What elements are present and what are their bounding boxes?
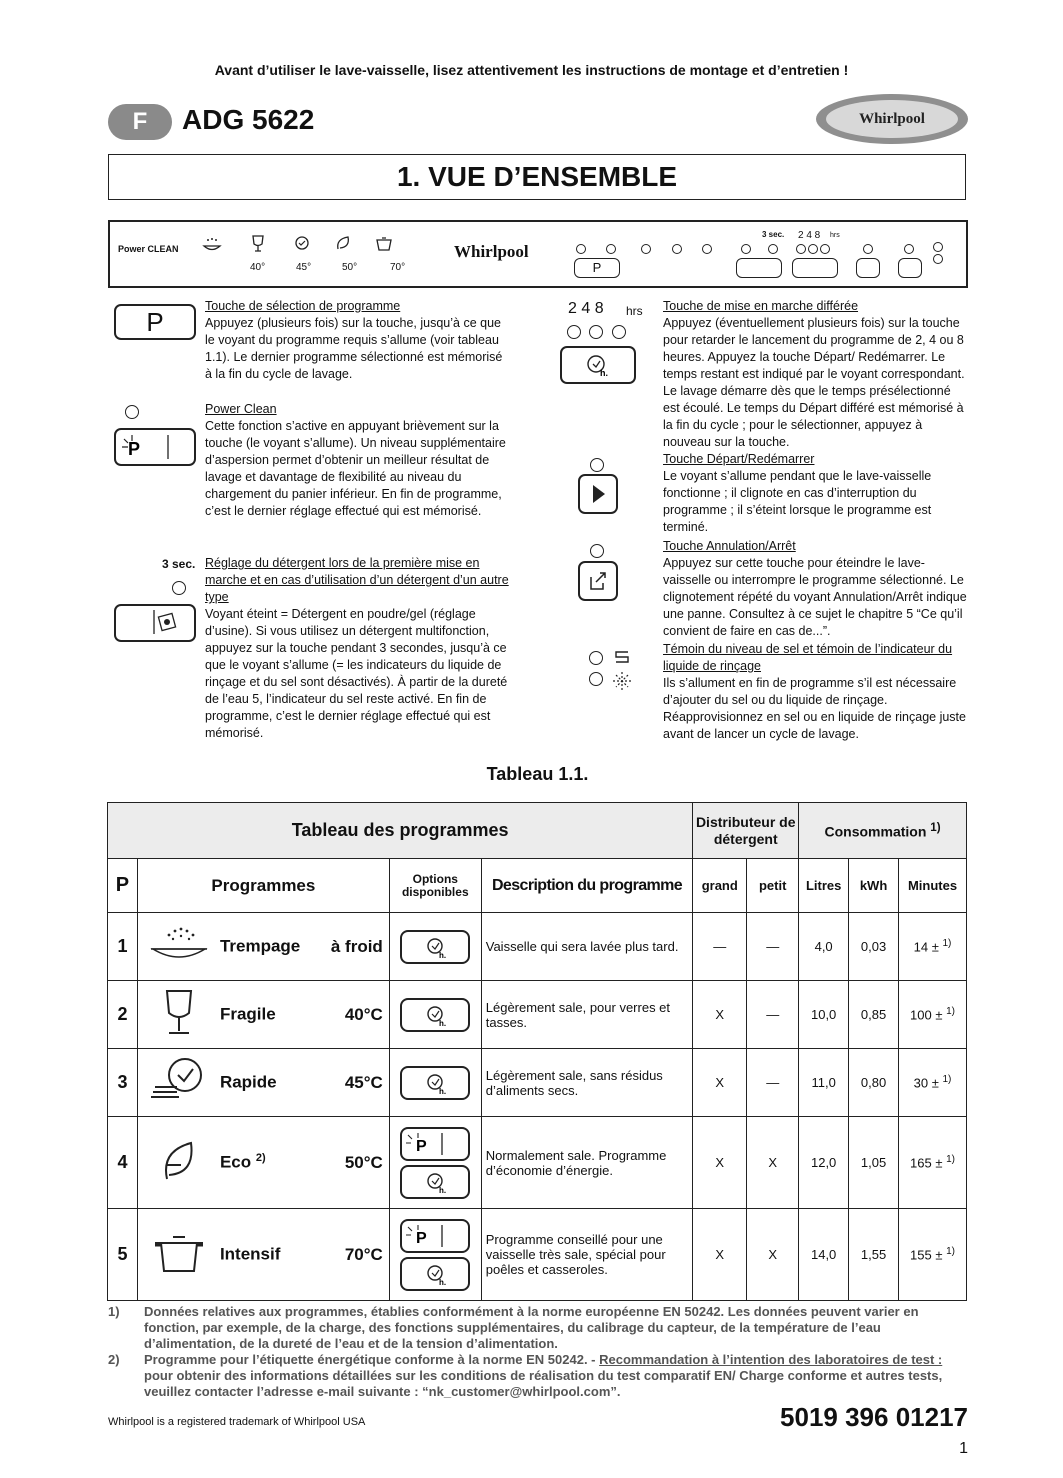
row-grand: X [693,1117,747,1209]
brand-logo-text: Whirlpool [826,100,958,138]
power-clean-description [205,401,510,520]
row-program [137,913,389,981]
consumption-header [799,803,967,859]
svg-text:h.: h. [439,1185,447,1195]
svg-text:P: P [416,1229,427,1247]
table-row [108,913,967,981]
glass-icon [250,234,266,254]
delay-clock-icon [562,348,634,382]
col-petit: petit [747,859,799,913]
delay-description [663,298,968,451]
cancel-icon [580,563,616,599]
row-description: Légèrement sale, pour verres et tasses. [481,981,693,1049]
start-title: Touche Départ/Redémarrer [663,452,815,466]
table-row [108,1209,967,1301]
row-litres: 14,0 [799,1209,849,1301]
row-minutes [899,1117,967,1209]
temp-40: 40° [250,262,266,273]
pot-program-icon [147,1227,211,1279]
col-minutes: Minutes [899,859,967,913]
temp-50: 50° [342,262,358,273]
delay-hrs-label: hrs [626,304,643,318]
col-p: P [108,859,138,913]
table-caption: Tableau 1.1. [486,764,589,784]
delay-key [560,346,636,384]
panel-3sec: 3 sec. [762,230,785,239]
col-litres: Litres [799,859,849,913]
cancel-description [663,538,968,640]
row-program-name: Fragile [219,1004,276,1024]
temp-45: 45° [296,262,312,273]
row-minutes-note: 1) [942,938,952,950]
document-code: 5019 396 01217 [780,1402,968,1432]
col-kwh: kWh [849,859,899,913]
panel-p-button: P [574,258,620,278]
consumption-label: Consommation [824,823,927,840]
cancel-led [590,544,604,558]
svg-text:h.: h. [439,1086,447,1096]
delay-option-button [400,1066,470,1100]
start-text: Le voyant s’allume pendant que le lave-vaisselle fonctionne ; il clignote en cas d’interruption du programme ; il s’éteint lorsque le programme est terminé. [663,469,932,534]
svg-text:h.: h. [439,1018,447,1028]
row-minutes-note: 1) [942,1074,952,1086]
col-programmes: Programmes [137,859,389,913]
row-litres: 11,0 [799,1049,849,1117]
table-row [108,1117,967,1209]
row-options [389,1209,481,1301]
temp-70: 70° [390,262,406,273]
power-clean-logo: Power CLEAN [118,244,179,254]
note-2-text-c: pour obtenir des informations détaillées sur les conditions de réalisation du test comparatif EN/ Charge conforme et autres tests, veuillez contacter l’adresse e-mail suivante : “nk_customer@whirlpool.com”. [144,1368,943,1399]
detergent-text: Voyant éteint = Détergent en poudre/gel (réglage d’usine). Si vous utilisez un détergent multifonction, appuyez sur la touche pendant 3 secondes, jusqu’à ce que le voyant s’allume (= les indicateurs du liquide de rinçage et du sel sont désactivés). À partir de la dureté de l’eau 5, l’indicateur du sel reste activé. En fin de programme, c’est le dernier réglage effectué qui est mémorisé. [205,607,508,740]
delay-led-2 [567,325,581,339]
trademark-note: Whirlpool is a registered trademark of Whirlpool USA [108,1416,366,1428]
svg-text:h.: h. [439,1277,447,1287]
glass-program-icon [147,987,211,1039]
row-number: 3 [108,1049,138,1117]
program-select-title: Touche de sélection de programme [205,299,401,313]
delay-hours-label: 2 4 8 [568,300,604,317]
row-options [389,981,481,1049]
start-led [590,458,604,472]
top-notice: Avant d’utiliser le lave-vaisselle, lisez attentivement les instructions de montage et d’entretien ! [214,62,849,78]
row-temperature: 70°C [344,1244,383,1264]
program-select-key: P [114,304,196,340]
delay-option-button [400,1165,470,1199]
footnotes [108,1304,968,1400]
row-temperature: 45°C [344,1072,383,1092]
power-clean-title: Power Clean [205,402,277,416]
row-grand: X [693,1209,747,1301]
detergent-led [172,581,186,595]
program-select-description [205,298,510,383]
row-kwh: 0,03 [849,913,899,981]
row-program [137,981,389,1049]
row-temperature: à froid [330,936,383,956]
row-description: Programme conseillé pour une vaisselle très sale, spécial pour poêles et casseroles. [481,1209,693,1301]
delay-led-8 [612,325,626,339]
distributor-header: Distributeur de détergent [693,803,799,859]
row-program-note: 2) [255,1152,266,1165]
note-1-marker: 1) [108,1304,120,1319]
row-program-name: Intensif [219,1244,281,1264]
page-number: 1 [959,1440,968,1457]
row-description: Normalement sale. Programme d’économie d’énergie. [481,1117,693,1209]
detergent-description [205,555,510,742]
row-minutes-note: 1) [946,1154,955,1166]
control-panel-illustration [108,220,968,288]
note-2-text-b: Recommandation à l’intention des laboratoires de test : [599,1352,943,1367]
row-number: 2 [108,981,138,1049]
row-minutes-value: 30 ± [913,1075,939,1091]
row-kwh: 0,85 [849,981,899,1049]
power-clean-led [125,405,139,419]
panel-brand: Whirlpool [454,242,529,261]
power-clean-option-button [400,1219,470,1253]
row-petit: X [747,1209,799,1301]
rapid-program-icon [147,1055,211,1107]
soak-icon [202,236,222,254]
power-clean-option-button [400,1127,470,1161]
language-badge: F [108,104,172,140]
panel-hours: 2 4 8 [798,230,821,241]
row-minutes [899,913,967,981]
row-options [389,913,481,981]
row-program [137,1049,389,1117]
start-key [578,474,618,514]
note-2-marker: 2) [108,1352,120,1367]
row-litres: 10,0 [799,981,849,1049]
row-program-name: Trempage [219,936,301,956]
salt-led [589,651,603,665]
panel-hrs: hrs [830,232,840,239]
row-litres: 12,0 [799,1117,849,1209]
delay-option-button [400,998,470,1032]
row-number: 1 [108,913,138,981]
row-grand: — [693,913,747,981]
row-petit: — [747,981,799,1049]
rapid-icon [291,234,311,254]
row-number: 5 [108,1209,138,1301]
row-minutes-value: 14 ± [913,939,939,955]
section-title: 1. VUE D’ENSEMBLE [108,154,966,200]
row-petit: — [747,1049,799,1117]
delay-option-button [400,930,470,964]
row-minutes-value: 155 ± [910,1247,943,1263]
delay-title: Touche de mise en marche différée [663,299,859,313]
pot-icon [374,234,394,254]
power-clean-key [114,428,196,466]
model-title: ADG 5622 [182,104,315,135]
svg-text:P: P [128,439,141,459]
salt-title: Témoin du niveau de sel et témoin de l’indicateur du liquide de rinçage [663,642,953,673]
row-grand: X [693,981,747,1049]
program-table [107,802,967,1301]
power-clean-text: Cette fonction s’active en appuyant brièvement sur la touche (le voyant s’allume). Un niveau supplémentaire d’aspersion permet d’obtenir un meilleur résultat de lavage et davantage de flexibilité au niveau du chargement du panier inférieur. En fin de programme, c’est le dernier réglage effectué qui est mémorisé. [205,419,506,518]
delay-led-4 [589,325,603,339]
row-description: Légèrement sale, sans résidus d’aliments secs. [481,1049,693,1117]
svg-text:h.: h. [600,368,608,378]
table-title: Tableau des programmes [108,803,693,859]
cancel-text: Appuyez sur cette touche pour éteindre le lave-vaisselle ou interrompre le programme sélectionné. Le clignotement répété du voyant Annulation/Arrêt indique une panne. Consultez à ce sujet le chapitre 5 “Ce qu’il convient de faire en cas de...”. [663,556,967,638]
cancel-title: Touche Annulation/Arrêt [663,539,796,553]
note-1-text: Données relatives aux programmes, établies conformément à la norme européenne EN 50242. Les données peuvent varier en fonction, par exemple, de la charge, des fonctions supplémentaires, du calibrage du capteur, de la température de l’eau d’alimentation, de la dureté de l’eau et de la tension d’alimentation. [144,1304,919,1351]
row-description: Vaisselle qui sera lavée plus tard. [481,913,693,981]
consumption-note-ref: 1) [930,821,941,835]
note-2-text-a: Programme pour l’étiquette énergétique conforme à la norme EN 50242. - [144,1352,596,1367]
detergent-3sec-label: 3 sec. [162,557,196,571]
soak-program-icon [147,923,211,967]
row-minutes-value: 100 ± [910,1007,943,1023]
row-number: 4 [108,1117,138,1209]
salt-text: Ils s’allument en fin de programme s’il est nécessaire d’ajouter du sel ou du liquide de rinçage. Réapprovisionnez en sel ou en liquide de rinçage juste avant de lancer un cycle de lavage. [663,676,966,741]
eco-icon [334,234,352,254]
power-clean-icon [120,431,180,463]
svg-text:h.: h. [439,950,447,960]
row-minutes [899,981,967,1049]
play-icon [580,476,616,512]
row-options [389,1117,481,1209]
row-minutes-note: 1) [946,1006,955,1018]
row-program-name: Eco [219,1152,252,1172]
row-grand: X [693,1049,747,1117]
row-program-name: Rapide [219,1072,277,1092]
detergent-title: Réglage du détergent lors de la première mise en marche et en cas d’utilisation d’un détergent d’un autre type [205,556,509,604]
start-description [663,451,968,536]
row-temperature: 50°C [344,1152,383,1172]
row-program [137,1209,389,1301]
row-minutes [899,1209,967,1301]
delay-text: Appuyez (éventuellement plusieurs fois) sur la touche pour retarder le lancement du programme de 2, 4 ou 8 heures. Appuyez la touche Départ/ Redémarrer. Le temps restant est indiqué par le voyant correspondant. Le lavage démarre dès que le temps présélectionné est écoulé. Le temps du Départ différé est mémorisé à la fin du cycle ; pour le sélectionner, appuyez à nouveau sur la touche. [663,316,965,449]
program-select-text: Appuyez (plusieurs fois) sur la touche, jusqu’à ce que le voyant du programme requis s’allume (voir tableau 1.1). Le dernier programme sélectionné est mémorisé à la fin du cycle de lavage. [205,316,503,381]
row-kwh: 1,55 [849,1209,899,1301]
col-grand: grand [693,859,747,913]
delay-option-button [400,1257,470,1291]
col-description: Description du programme [481,859,693,913]
rinse-led [589,672,603,686]
salt-rinse-icons [610,646,634,694]
table-row [108,981,967,1049]
row-kwh: 1,05 [849,1117,899,1209]
row-petit: X [747,1117,799,1209]
row-minutes-note: 1) [946,1246,955,1258]
row-litres: 4,0 [799,913,849,981]
svg-text:P: P [416,1137,427,1155]
row-temperature: 40°C [344,1004,383,1024]
row-petit: — [747,913,799,981]
row-minutes [899,1049,967,1117]
row-program [137,1117,389,1209]
tablet-icon [116,606,192,638]
detergent-key [114,604,196,642]
brand-logo [816,94,968,144]
eco-program-icon [147,1135,211,1187]
salt-description [663,641,968,743]
col-options: Options disponibles [389,859,481,913]
table-row [108,1049,967,1117]
row-kwh: 0,80 [849,1049,899,1117]
row-options [389,1049,481,1117]
row-minutes-value: 165 ± [910,1155,943,1171]
cancel-key [578,561,618,601]
